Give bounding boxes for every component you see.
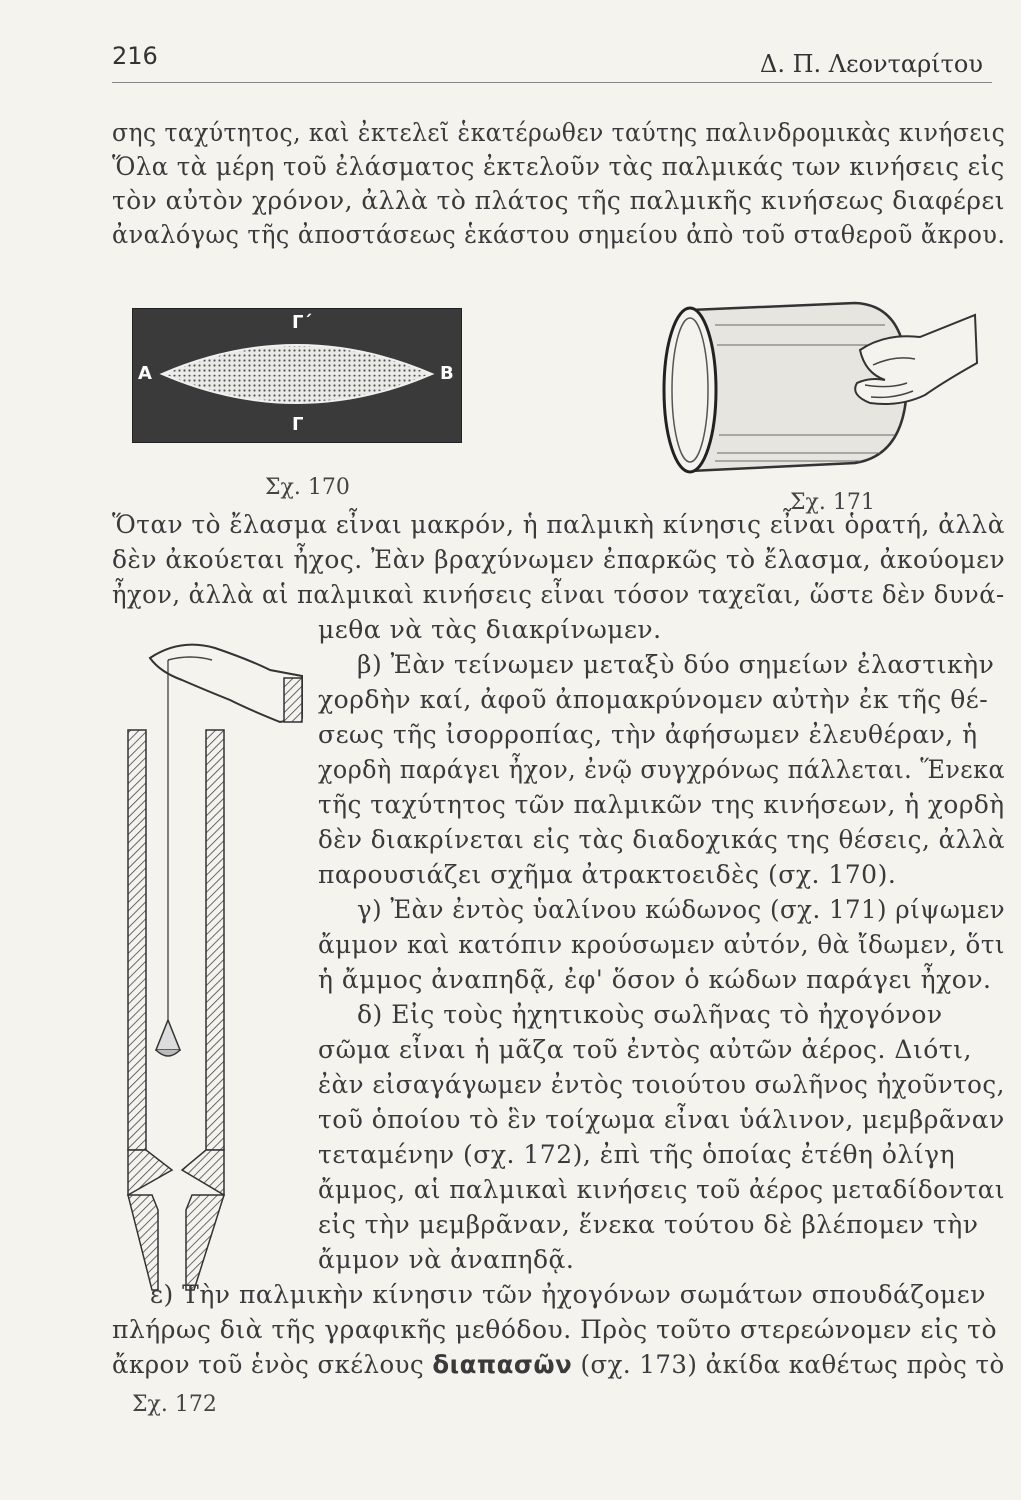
- text-line: ἦχον, ἀλλὰ αἱ παλμικαὶ κινήσεις εἶναι τόσον ταχεῖαι, ὥστε δὲν δυνά-: [112, 580, 1005, 609]
- text-line: σεως τῆς ἰσορροπίας, τὴν ἀφήσωμεν ἐλευθέραν, ἡ: [318, 720, 978, 749]
- text-line: ε) Τὴν παλμικὴν κίνησιν τῶν ἠχογόνων σωμάτων σπουδάζομεν: [150, 1280, 986, 1309]
- figure-170-label-bottom: Γ: [292, 414, 304, 435]
- figure-171-drawing: [645, 285, 980, 485]
- figure-170-label-left: Α: [138, 363, 152, 384]
- bold-term: διαπασῶν: [432, 1350, 573, 1379]
- text-line: τεταμένην (σχ. 172), ἐπὶ τῆς ὁποίας ἐτέθη ὀλίγη: [318, 1140, 956, 1169]
- figure-170-caption: Σχ. 170: [265, 475, 350, 500]
- text-line: ἄμμον καὶ κατόπιν κρούσωμεν αὐτόν, θὰ ἴδωμεν, ὅτι: [318, 930, 1006, 959]
- figure-170: [132, 308, 462, 443]
- text-span: (σχ. 173) ἀκίδα καθέτως πρὸς τὸ: [572, 1350, 1005, 1379]
- text-line: σης ταχύτητος, καὶ ἐκτελεῖ ἑκατέρωθεν ταύτης παλινδρομικὰς κινήσεις: [112, 118, 1006, 147]
- text-line: γ) Ἐὰν ἐντὸς ὑαλίνου κώδωνος (σχ. 171) ρίψωμεν: [357, 895, 1006, 924]
- figure-170-label-top: Γ΄: [292, 312, 312, 333]
- text-line: [112, 1350, 1005, 1379]
- running-title: Δ. Π. Λεονταρίτου: [760, 50, 983, 78]
- text-line: δὲν διακρίνεται εἰς τὰς διαδοχικάς της θέσεις, ἀλλὰ: [318, 825, 1005, 854]
- text-span: ἄκρον τοῦ ἑνὸς σκέλους: [112, 1350, 433, 1379]
- text-line: Ὅλα τὰ μέρη τοῦ ἐλάσματος ἐκτελοῦν τὰς παλμικάς των κινήσεις εἰς: [112, 152, 1005, 181]
- text-line: δ) Εἰς τοὺς ἠχητικοὺς σωλῆνας τὸ ἠχογόνον: [357, 1000, 943, 1029]
- text-line: παρουσιάζει σχῆμα ἀτρακτοειδὲς (σχ. 170).: [318, 860, 897, 889]
- page-number: 216: [112, 42, 158, 70]
- figure-172-drawing: [120, 630, 310, 1350]
- text-line: ἡ ἄμμος ἀναπηδᾷ, ἐφ' ὅσον ὁ κώδων παράγει ἦχον.: [318, 965, 992, 994]
- text-line: μεθα νὰ τὰς διακρίνωμεν.: [318, 615, 662, 644]
- text-line: ἄμμος, αἱ παλμικαὶ κινήσεις τοῦ ἀέρος μεταδίδονται: [318, 1175, 1005, 1204]
- figure-171: [645, 285, 980, 485]
- figure-172: [120, 630, 310, 1350]
- text-line: εἰς τὴν μεμβρᾶναν, ἕνεκα τούτου δὲ βλέπομεν τὴν: [318, 1210, 979, 1239]
- figure-170-label-right: Β: [440, 363, 454, 384]
- text-line: πλήρως διὰ τῆς γραφικῆς μεθόδου. Πρὸς τοῦτο στερεώνομεν εἰς τὸ: [112, 1315, 998, 1344]
- text-line: β) Ἐὰν τείνωμεν μεταξὺ δύο σημείων ἐλαστικὴν: [357, 650, 995, 679]
- text-line: ἀναλόγως τῆς ἀποστάσεως ἑκάστου σημείου ἀπὸ τοῦ σταθεροῦ ἄκρου.: [112, 220, 1006, 249]
- text-line: ἐὰν εἰσαγάγωμεν ἐντὸς τοιούτου σωλῆνος ἠχοῦντος,: [318, 1070, 1005, 1099]
- figure-171-caption: Σχ. 171: [790, 490, 875, 515]
- text-line: χορδὴ παράγει ἦχον, ἐνῷ συγχρόνως πάλλεται. Ἕνεκα: [318, 755, 1006, 784]
- text-line: Ὅταν τὸ ἔλασμα εἶναι μακρόν, ἡ παλμικὴ κίνησις εἶναι ὁρατή, ἀλλὰ: [112, 510, 1005, 539]
- text-line: τὸν αὐτὸν χρόνον, ἀλλὰ τὸ πλάτος τῆς παλμικῆς κινήσεως διαφέρει: [112, 186, 1006, 215]
- text-line: ἄμμον νὰ ἀναπηδᾷ.: [318, 1245, 575, 1274]
- figure-172-caption: Σχ. 172: [132, 1392, 217, 1417]
- text-line: τῆς ταχύτητος τῶν παλμικῶν της κινήσεων, ἡ χορδὴ: [318, 790, 1005, 819]
- text-line: σῶμα εἶναι ἡ μᾶζα τοῦ ἐντὸς αὐτῶν ἀέρος. Διότι,: [318, 1035, 972, 1064]
- text-line: τοῦ ὁποίου τὸ ἓν τοίχωμα εἶναι ὑάλινον, μεμβρᾶναν: [318, 1105, 1005, 1134]
- text-line: δὲν ἀκούεται ἦχος. Ἐὰν βραχύνωμεν ἐπαρκῶς τὸ ἔλασμα, ἀκούομεν: [112, 545, 1006, 574]
- header-rule: [112, 82, 992, 83]
- text-line: χορδὴν καί, ἀφοῦ ἀπομακρύνομεν αὐτὴν ἐκ τῆς θέ-: [318, 685, 989, 714]
